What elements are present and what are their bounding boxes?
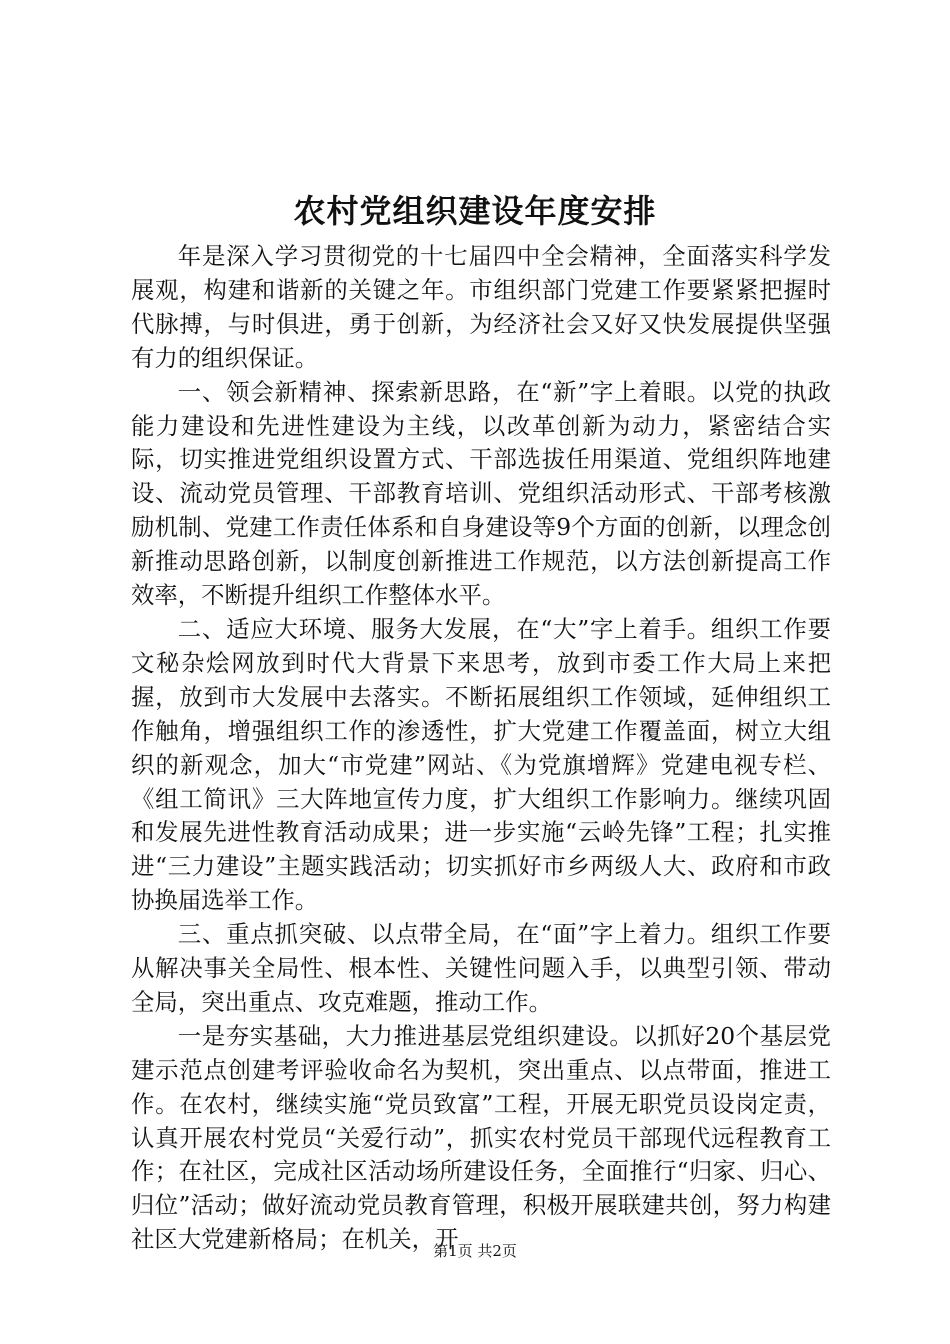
document-body xyxy=(131,240,831,1257)
paragraph-section-3: 三、重点抓突破、以点带全局，在“面”字上着力。组织工作要从解决事关全局性、根本性、关键性问题入手，以典型引领、带动全局，突出重点、攻克难题，推动工作。 xyxy=(131,920,831,1016)
paragraph-intro: 年是深入学习贯彻党的十七届四中全会精神，全面落实科学发展观，构建和谐新的关键之年。市组织部门党建工作要紧紧把握时代脉搏，与时俱进，勇于创新，为经济社会又好又快发展提供坚强有力的组织保证。 xyxy=(131,242,831,372)
document-title: 农村党组织建设年度安排 xyxy=(293,192,657,230)
paragraph-section-2: 二、适应大环境、服务大发展，在“大”字上着手。组织工作要文秘杂烩网放到时代大背景下来思考，放到市委工作大局上来把握，放到市大发展中去落实。不断拓展组织工作领域，延伸组织工作触角，增强组织工作的渗透性，扩大党建工作覆盖面，树立大组织的新观念，加大“市党建”网站、《为党旗增辉》党建电视专栏、《组工简讯》三大阵地宣传力度，扩大组织工作影响力。继续巩固和发展先进性教育活动成果；进一步实施“云岭先锋”工程；扎实推进“三力建设”主题实践活动；切实抓好市乡两级人大、政府和市政协换届选举工作。 xyxy=(131,614,831,915)
paragraph-section-1: 一、领会新精神、探索新思路，在“新”字上着眼。以党的执政能力建设和先进性建设为主线，以改革创新为动力，紧密结合实际，切实推进党组织设置方式、干部选拔任用渠道、党组织阵地建设、流动党员管理、干部教育培训、党组织活动形式、干部考核激励机制、党建工作责任体系和自身建设等9个方面的创新，以理念创新推动思路创新，以制度创新推进工作规范，以方法创新提高工作效率，不断提升组织工作整体水平。 xyxy=(131,377,831,610)
paragraph-item-1: 一是夯实基础，大力推进基层党组织建设。以抓好20个基层党建示范点创建考评验收命名为契机，突出重点、以点带面，推进工作。在农村，继续实施“党员致富”工程，开展无职党员设岗定责，认真开展农村党员“关爱行动”，抓实农村党员干部现代远程教育工作；在社区，完成社区活动场所建设任务，全面推行“归家、归心、归位”活动；做好流动党员教育管理，积极开展联建共创，努力构建社区大党建新格局；在机关，开 xyxy=(131,1021,831,1254)
page-number-footer: 第1页 共2页 xyxy=(433,1242,517,1260)
